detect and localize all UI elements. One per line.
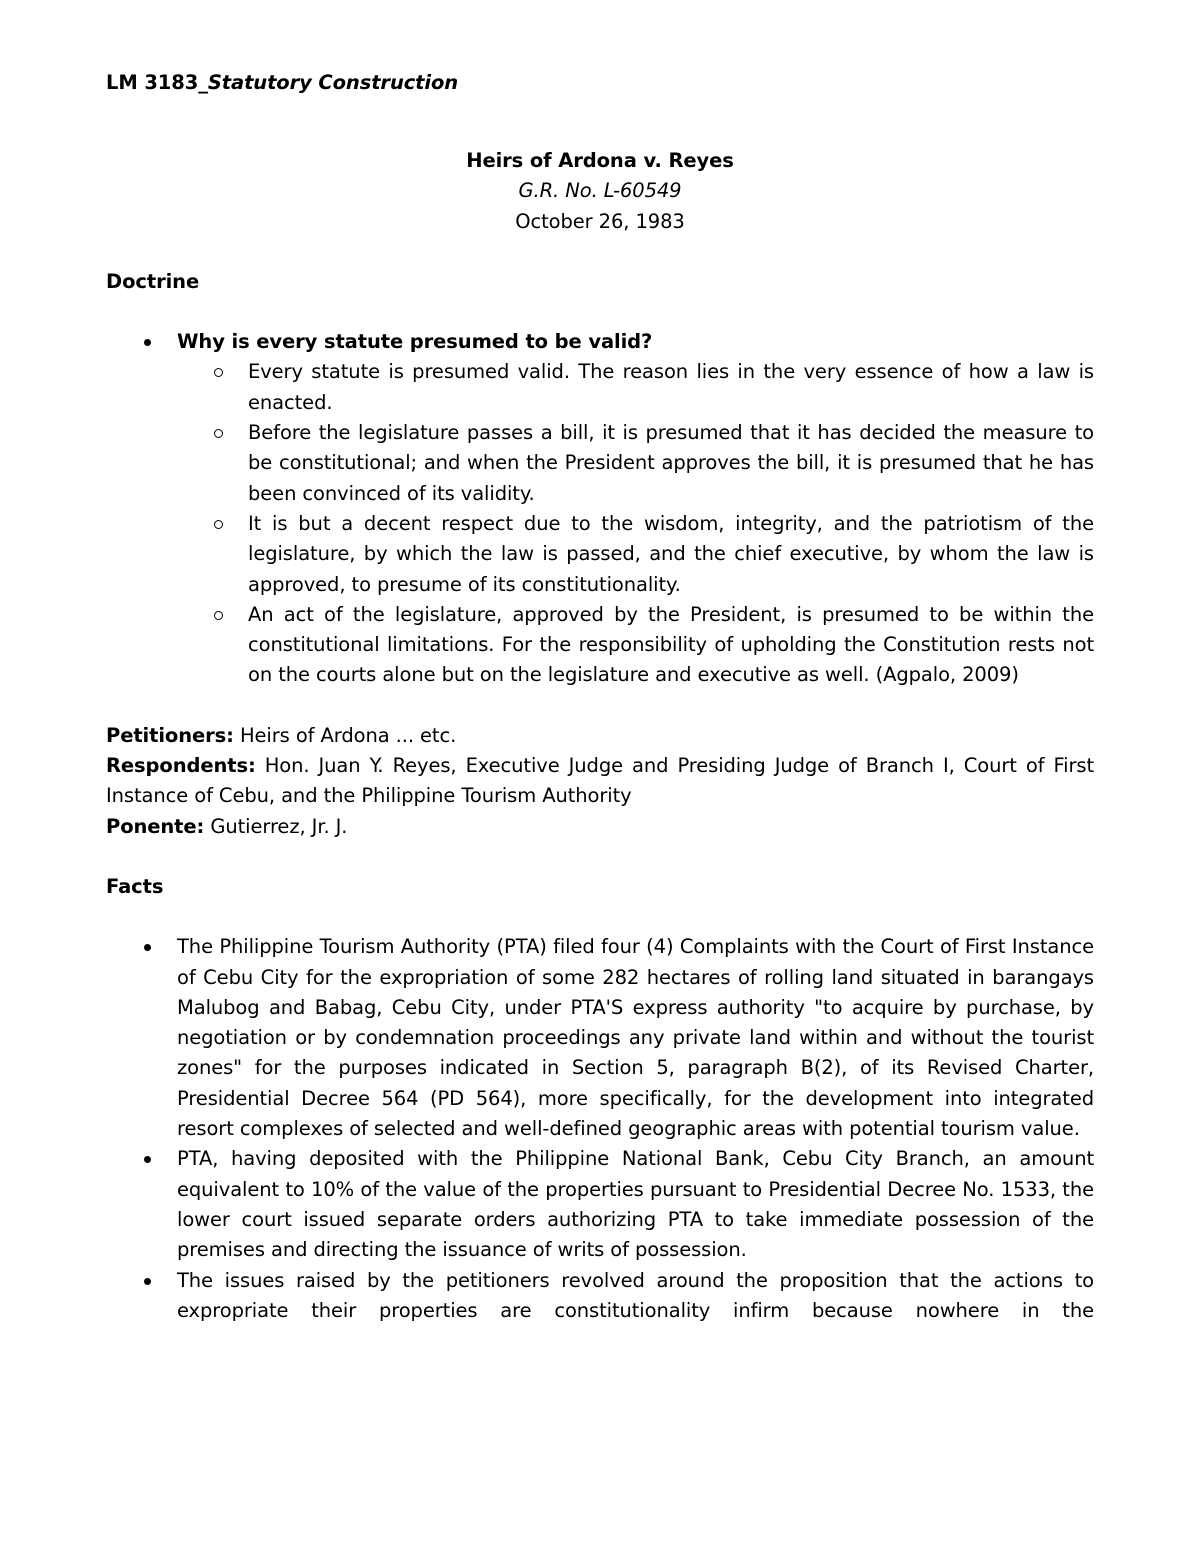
respondents-label: Respondents: <box>106 754 256 778</box>
doctrine-point <box>106 509 1094 600</box>
doctrine-points <box>177 357 1094 690</box>
document-page <box>106 68 1094 1326</box>
hollow-bullet-icon <box>214 611 223 620</box>
doctrine-point-text: It is but a decent respect due to the wisdom, integrity, and the patriotism of the legislature, by which the law is passed, and the chief executive, by whom the law is approved, to presume of its constitutionality. <box>248 511 1094 596</box>
hollow-bullet-icon <box>214 429 223 438</box>
ponente-line <box>106 812 1094 842</box>
doctrine-question-item <box>106 327 1094 691</box>
doctrine-question: Why is every statute presumed to be valid? <box>177 330 653 354</box>
respondents-value: Hon. Juan Y. Reyes, Executive Judge and Presiding Judge of Branch I, Court of First Instance of Cebu, and the Philippine Tourism Authority <box>106 754 1094 808</box>
petitioners-label: Petitioners: <box>106 723 234 747</box>
fact-text: The issues raised by the petitioners revolved around the proposition that the actions to expropriate their properties are constitutionality infirm because nowhere in the <box>177 1268 1094 1322</box>
fact-item <box>106 1266 1094 1327</box>
bullet-icon <box>144 1156 151 1163</box>
parties-block <box>106 721 1094 842</box>
gr-number: G.R. No. L-60549 <box>518 179 682 203</box>
doctrine-point-text: Before the legislature passes a bill, it is presumed that it has decided the measure to be constitutional; and when the President approves the bill, it is presumed that he has been convinced of its validity. <box>248 421 1094 505</box>
doctrine-point <box>106 418 1094 509</box>
doctrine-point-text: An act of the legislature, approved by the President, is presumed to be within the constitutional limitations. For the responsibility of upholding the Constitution rests not on the courts alone but on the legislature and executive as well. (Agpalo, 2009) <box>248 602 1094 687</box>
bullet-icon <box>144 339 151 346</box>
respondents-line <box>106 751 1094 812</box>
doctrine-point-text: Every statute is presumed valid. The reason lies in the very essence of how a law is enacted. <box>248 360 1094 414</box>
hollow-bullet-icon <box>214 520 223 529</box>
case-title-block <box>106 146 1094 237</box>
decision-date: October 26, 1983 <box>515 209 685 233</box>
course-code: LM 3183_ <box>106 71 208 94</box>
fact-text: The Philippine Tourism Authority (PTA) filed four (4) Complaints with the Court of First Instance of Cebu City for the expropriation of some 282 hectares of rolling land situated in barangays Malubog and Babag, Cebu City, under PTA'S express authority "to acquire by purchase, by negotiation or by condemnation proceedings any private land within and without the tourist zones" for the purposes indicated in Section 5, paragraph B(2), of its Revised Charter, Presidential Decree 564 (PD 564), more specifically, for the development into integrated resort complexes of selected and well-defined geographic areas with potential tourism value. <box>177 935 1094 1141</box>
case-title: Heirs of Ardona v. Reyes <box>466 149 734 172</box>
course-title: Statutory Construction <box>207 71 459 94</box>
ponente-label: Ponente: <box>106 814 205 838</box>
facts-heading: Facts <box>106 874 164 898</box>
fact-text: PTA, having deposited with the Philippine National Bank, Cebu City Branch, an amount equivalent to 10% of the value of the properties pursuant to Presidential Decree No. 1533, the lower court issued separate orders authorizing PTA to take immediate possession of the premises and directing the issuance of writs of possession. <box>177 1147 1094 1262</box>
bullet-icon <box>144 1278 151 1285</box>
ponente-value: Gutierrez, Jr. J. <box>210 814 348 838</box>
petitioners-value: Heirs of Ardona ... etc. <box>239 723 457 747</box>
facts-list <box>106 932 1094 1326</box>
petitioners-line <box>106 721 1094 751</box>
fact-item <box>106 932 1094 1144</box>
doctrine-point <box>106 357 1094 418</box>
course-header <box>106 68 1094 98</box>
hollow-bullet-icon <box>214 368 223 377</box>
doctrine-heading: Doctrine <box>106 269 200 293</box>
doctrine-point <box>106 600 1094 691</box>
doctrine-list <box>106 327 1094 691</box>
fact-item <box>106 1144 1094 1265</box>
bullet-icon <box>144 944 151 951</box>
